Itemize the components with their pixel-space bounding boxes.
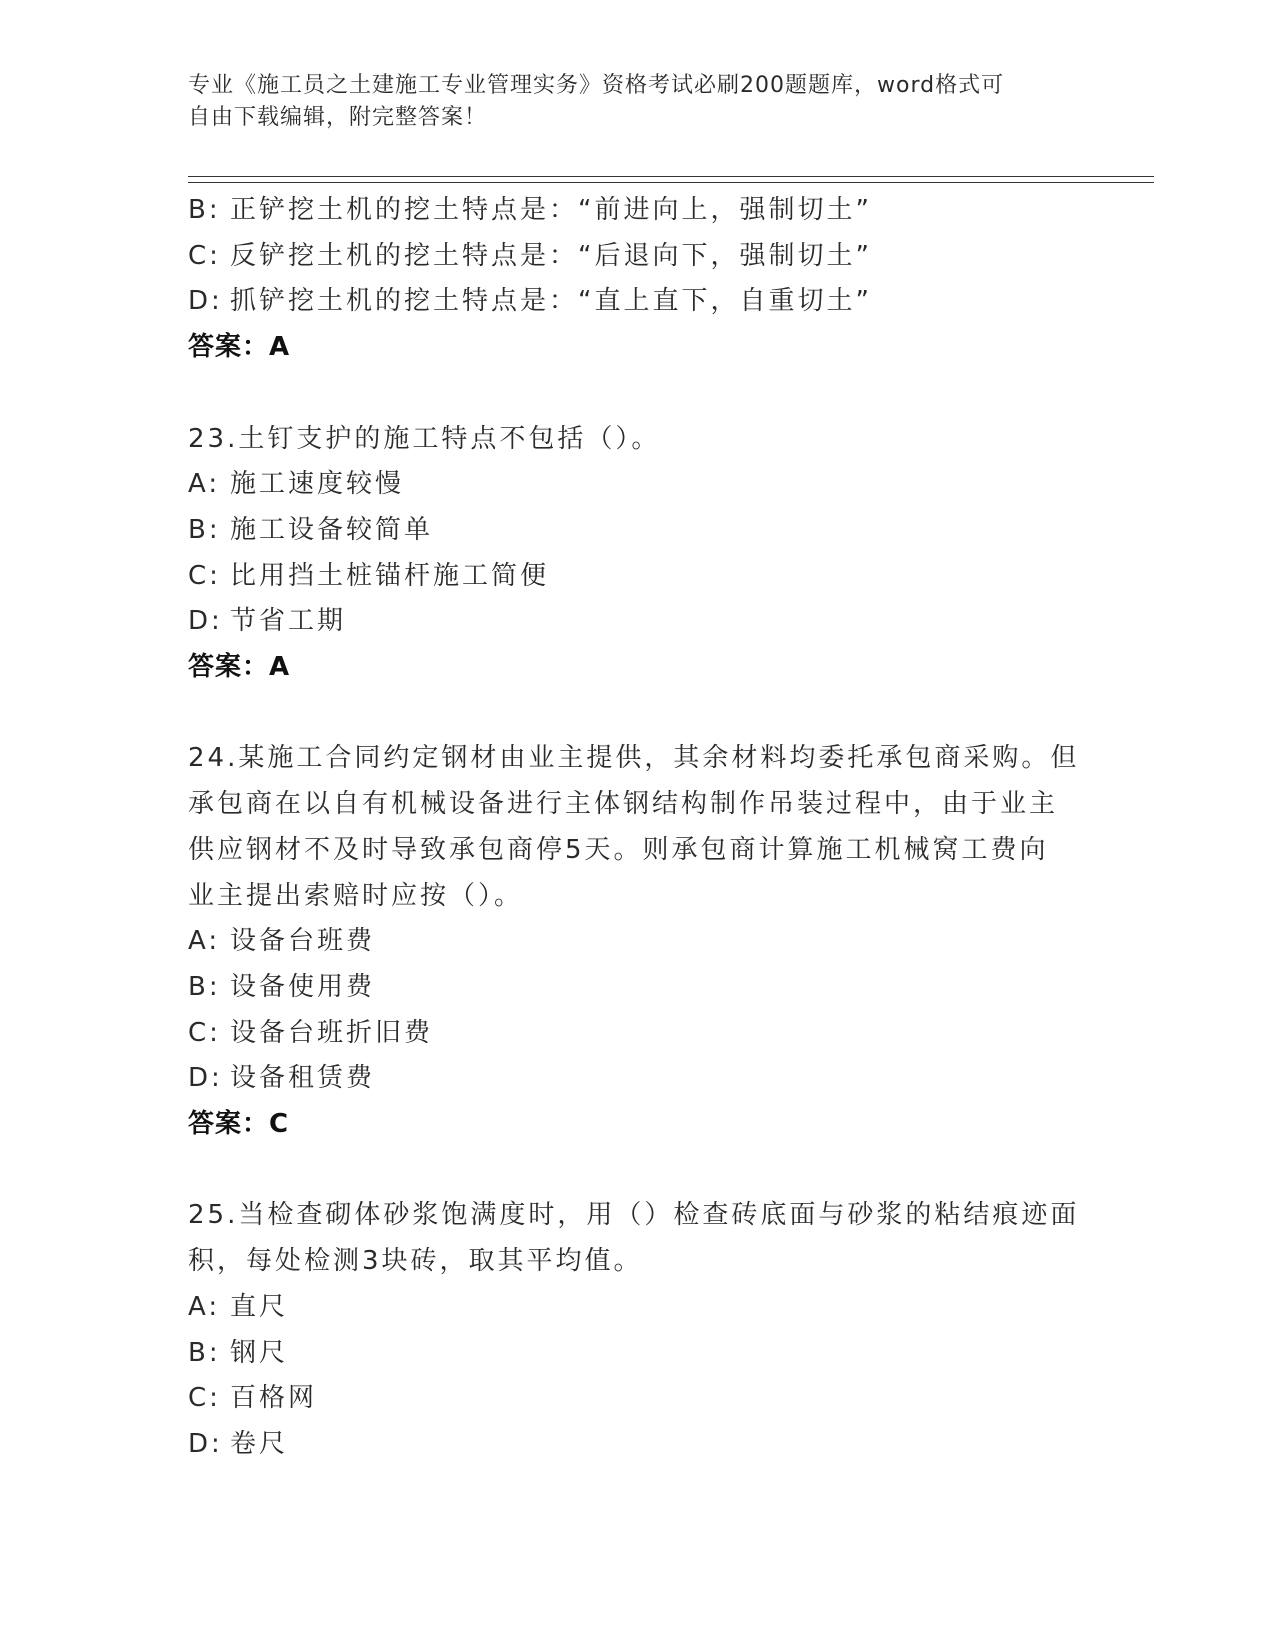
document-header [188, 70, 1068, 134]
answer-line: 答案：C [188, 1109, 290, 1140]
option-d: D: 抓铲挖土机的挖土特点是：“直上直下，自重切土” [188, 286, 872, 317]
question-stem: 23.土钉支护的施工特点不包括（）。 [188, 423, 661, 454]
question-24 [188, 736, 1088, 1147]
option-d: D: 设备租赁费 [188, 1063, 376, 1094]
question-stem-line-1: 24.某施工合同约定钢材由业主提供，其余材料均委托承包商采购。但 [188, 743, 1080, 774]
question-25 [188, 1193, 1088, 1467]
header-line-2: 自由下载编辑，附完整答案！ [188, 105, 488, 130]
document-body [188, 188, 1088, 1468]
option-c: C: 比用挡土桩锚杆施工简便 [188, 560, 550, 591]
question-stem-line-4: 业主提出索赔时应按（）。 [188, 880, 524, 911]
answer-line: 答案：A [188, 652, 291, 683]
header-line-1: 专业《施工员之土建施工专业管理实务》资格考试必刷200题题库，word格式可 [188, 73, 1005, 98]
option-c: C: 百格网 [188, 1383, 318, 1414]
spacer [188, 371, 1088, 417]
question-stem-line-1: 25.当检查砌体砂浆饱满度时，用（）检查砖底面与砂浆的粘结痕迹面 [188, 1200, 1080, 1231]
question-stem-line-2: 积，每处检测3块砖，取其平均值。 [188, 1246, 643, 1277]
option-c: C: 设备台班折旧费 [188, 1017, 434, 1048]
spacer [188, 691, 1088, 737]
question-23 [188, 417, 1088, 691]
option-a: A: 设备台班费 [188, 926, 376, 957]
header-double-rule [188, 176, 1154, 183]
option-a: A: 直尺 [188, 1291, 289, 1322]
answer-line: 答案：A [188, 332, 291, 363]
option-b: B: 施工设备较简单 [188, 514, 434, 545]
option-d: D: 卷尺 [188, 1428, 289, 1459]
option-b: B: 钢尺 [188, 1337, 289, 1368]
question-stem-line-3: 供应钢材不及时导致承包商停5天。则承包商计算施工机械窝工费向 [188, 834, 1049, 865]
option-b: B: 正铲挖土机的挖土特点是：“前进向上，强制切土” [188, 195, 872, 225]
option-b: B: 设备使用费 [188, 971, 376, 1002]
spacer [188, 1148, 1088, 1194]
question-stem-line-2: 承包商在以自有机械设备进行主体钢结构制作吊装过程中，由于业主 [188, 789, 1059, 820]
option-c: C: 反铲挖土机的挖土特点是：“后退向下，强制切土” [188, 240, 872, 271]
option-a: A: 施工速度较慢 [188, 469, 405, 500]
question-22-continued [188, 188, 1088, 371]
option-d: D: 节省工期 [188, 606, 347, 637]
